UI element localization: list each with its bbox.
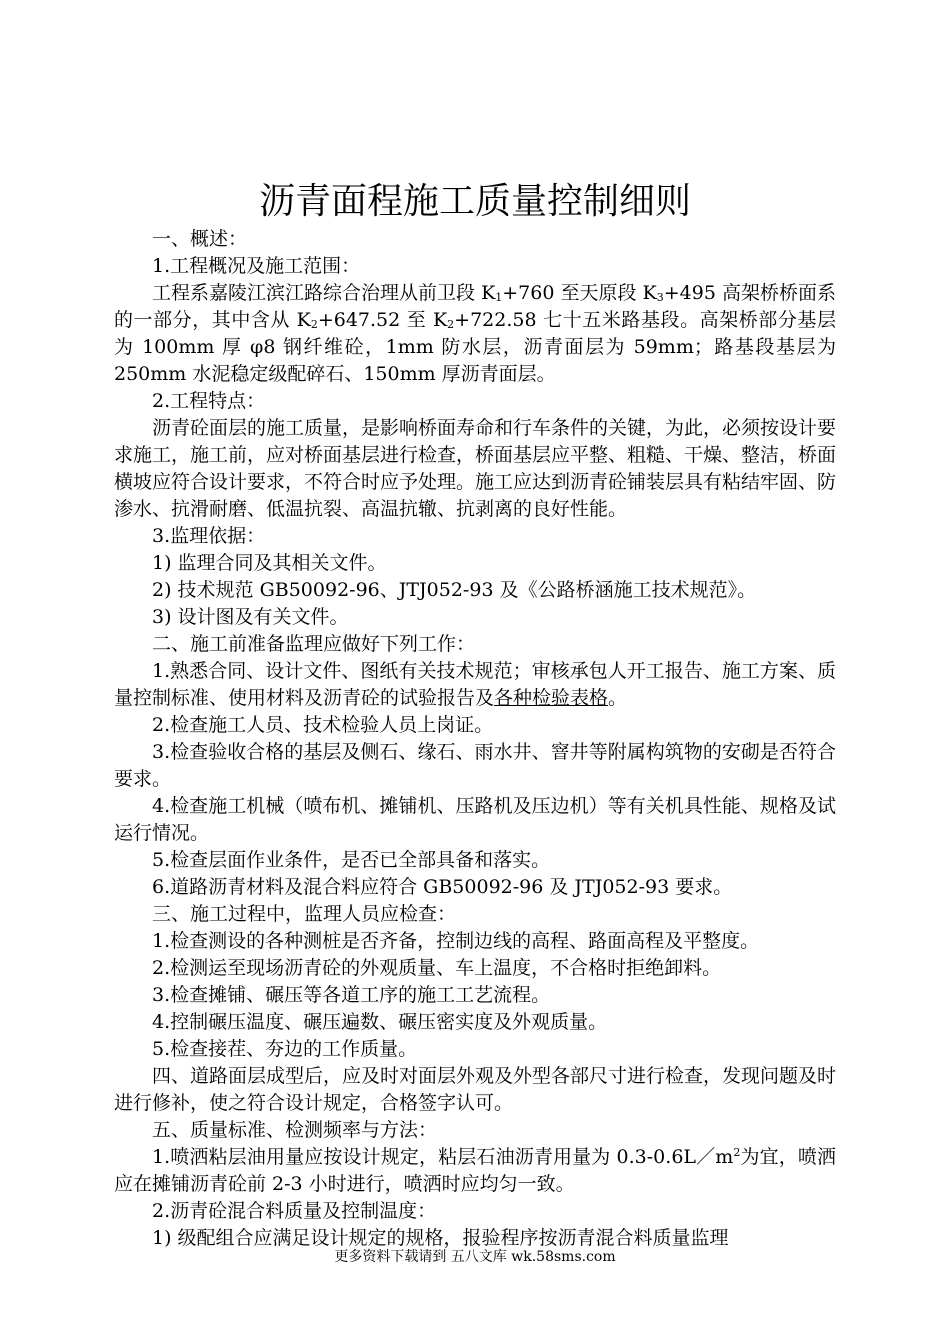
subsection-heading: 1.工程概况及施工范围： xyxy=(152,255,361,277)
paragraph-project-overview: 工程系嘉陵江滨江路综合治理从前卫段 $K_1+760$ 至天原段 $K_3+495$ 高架桥桥面系的一部分，其中含从 $K_2+647.52$ 至 $K_2+722.58$ 七十五米路基段。高架桥部分基层为 100mm 厚 φ8 钢纤维砼，1mm 防水层，沥青面层为 59mm；路基段基层为 250mm 水泥稳定级配碎石、150mm 厚沥青面层。 xyxy=(114,282,836,385)
section-heading: 二、施工前准备监理应做好下列工作： xyxy=(152,633,476,655)
list-item: 1) 级配组合应满足设计规定的规格，报验程序按沥青混合料质量监理 xyxy=(152,1227,729,1249)
list-item: 1.喷洒粘层油用量应按设计规定，粘层石油沥青用量为 $0.3-0.6L/m^2$为宜，喷洒应在摊铺沥青砼前 2-3 小时进行，喷洒时应均匀一致。 xyxy=(114,1146,836,1195)
list-item: 6.道路沥青材料及混合料应符合 GB50092-96 及 JTJ052-93 要求。 xyxy=(152,876,733,898)
list-item: 2.检测运至现场沥青砼的外观质量、车上温度，不合格时拒绝卸料。 xyxy=(152,957,722,979)
list-item: 1) 监理合同及其相关文件。 xyxy=(152,552,387,574)
list-item: 5.检查层面作业条件，是否已全部具备和落实。 xyxy=(152,849,551,871)
section-heading: 一、概述： xyxy=(152,228,248,250)
page-footer: 更多资料下载请到 五八文库 wk.58sms.com xyxy=(334,1249,616,1265)
list-item: 3.检查验收合格的基层及侧石、缘石、雨水井、窨井等附属构筑物的安砌是否符合要求。 xyxy=(114,741,836,790)
section-heading: 五、质量标准、检测频率与方法： xyxy=(152,1119,438,1141)
list-item: 2.检查施工人员、技术检验人员上岗证。 xyxy=(152,714,494,736)
paragraph-features: 沥青砼面层的施工质量，是影响桥面寿命和行车条件的关键，为此，必须按设计要求施工，施工前，应对桥面基层进行检查，桥面基层应平整、粗糙、干燥、整洁，桥面横坡应符合设计要求，不符合时应予处理。施工应达到沥青砼铺装层具有粘结牢固、防渗水、抗滑耐磨、低温抗裂、高温抗辙、抗剥离的良好性能。 xyxy=(114,417,837,520)
list-item: 2.沥青砼混合料质量及控制温度： xyxy=(152,1200,437,1222)
document-body xyxy=(114,226,836,1252)
list-item: 4.控制碾压温度、碾压遍数、碾压密实度及外观质量。 xyxy=(152,1011,608,1033)
document-title: 沥青面程施工质量控制细则 xyxy=(258,181,691,222)
list-item: 2) 技术规范 GB50092-96、JTJ052-93 及《公路桥涵施工技术规范》。 xyxy=(152,579,757,601)
section-heading: 三、施工过程中，监理人员应检查： xyxy=(152,903,457,925)
inspection-forms-link[interactable]: 各种检验表格 xyxy=(494,687,609,709)
list-item: 5.检查接茬、夯边的工作质量。 xyxy=(152,1038,418,1060)
subsection-heading: 3.监理依据： xyxy=(152,525,266,547)
section-heading: 四、道路面层成型后，应及时对面层外观及外型各部尺寸进行检查，发现问题及时进行修补，使之符合设计规定，合格签字认可。 xyxy=(114,1065,837,1114)
subsection-heading: 2.工程特点： xyxy=(152,390,266,412)
list-item: 3) 设计图及有关文件。 xyxy=(152,606,349,628)
list-item: 1.熟悉合同、设计文件、图纸有关技术规范；审核承包人开工报告、施工方案、质量控制标准、使用材料及沥青砼的试验报告及各种检验表格。 xyxy=(114,660,836,709)
list-item: 3.检查摊铺、碾压等各道工序的施工工艺流程。 xyxy=(152,984,551,1006)
list-item: 1.检查测设的各种测桩是否齐备，控制边线的高程、路面高程及平整度。 xyxy=(152,930,760,952)
list-item: 4.检查施工机械（喷布机、摊铺机、压路机及压边机）等有关机具性能、规格及试运行情况。 xyxy=(114,795,836,844)
